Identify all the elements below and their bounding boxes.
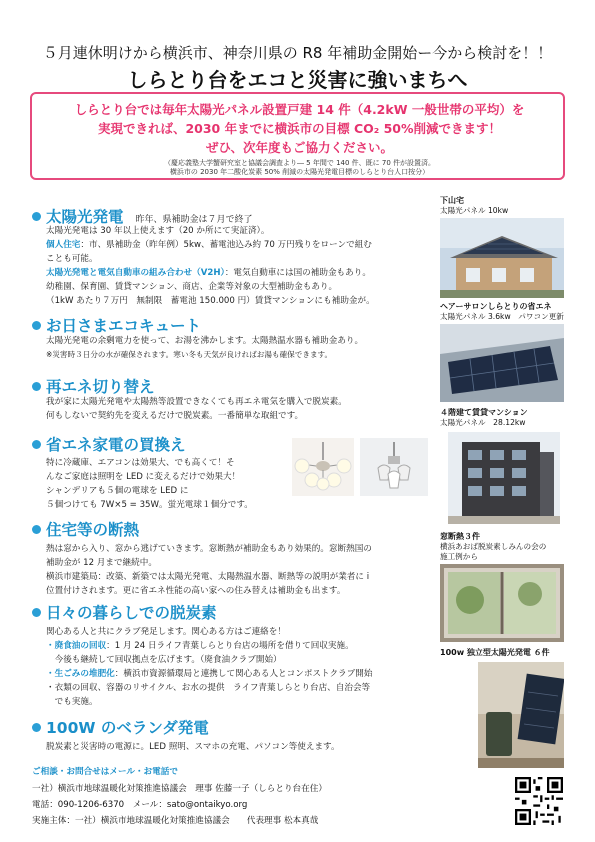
highlight-label: ・廃食油の回収 — [46, 641, 107, 651]
callout-note — [40, 159, 559, 177]
contact-phone-email: 電話：090-1206-6370 メール：sato@ontaikyo.org — [32, 800, 248, 810]
callout-note-1: （慶応義塾大学蟹研究室と協議会調査より― 5 年間で 140 件、既に 70 件が設置済。 — [163, 159, 436, 167]
section-daily-heading — [32, 601, 217, 623]
bullet-icon — [32, 608, 41, 617]
caption-title: ヘアーサロンしらとりの省エネ — [440, 302, 552, 311]
text-fragment: ：市、県補助金（昨年例）5kw、蓄電池込み約 70 万円残りをローンで組む — [80, 240, 372, 250]
caption-sub: 太陽光パネル 10kw — [440, 206, 509, 215]
qr-code-icon — [515, 777, 563, 825]
balcony-solar-photo — [478, 662, 564, 768]
bullet-icon — [32, 440, 41, 449]
section-title: 100W のベランダ発電 — [46, 719, 209, 737]
section-insulation-heading — [32, 518, 139, 540]
bullet-icon — [32, 723, 41, 732]
section-appliance-heading — [32, 433, 186, 455]
highlight-label: 太陽光発電と電気自動車の組み合わせ（V2H） — [46, 268, 225, 278]
caption-title: 下山宅 — [440, 196, 464, 205]
section-ecocute-body — [46, 334, 363, 362]
section-subtitle: 昨年、県補助金は７月で終了 — [135, 215, 253, 225]
callout-line-1: しらとり台では毎年太陽光パネル設置戸建 14 件（4.2kW 一般世帯の平均）を — [74, 102, 525, 117]
text-line: 今後も継続して回収拠点を広げます。（廃食油クラブ開始） — [46, 655, 282, 665]
text-line: 太陽光発電の余剰電力を使って、お湯を沸かします。太陽熱温水器も補助金あり。 — [46, 336, 364, 346]
window-insulation-photo — [440, 564, 564, 642]
text-line: んなご家庭は照明を LED に変えるだけで効果大！ — [46, 472, 241, 482]
section-title: 日々の暮らしでの脱炭素 — [46, 604, 217, 622]
caption-sub: 横浜あおば脱炭素しみんの会の — [440, 542, 547, 551]
bullet-icon — [32, 212, 41, 221]
photo-caption-4 — [440, 532, 546, 562]
text-line — [46, 266, 375, 280]
led-bulbs-illustration — [360, 438, 428, 496]
text-line: ・衣類の回収、容器のリサイクル、お水の提供 ライフ青葉しらとり台店、自治会等 — [46, 683, 371, 693]
text-line: 幼稚園、保育園、賃貸マンション、商店、企業等対象の大型補助金もあり。 — [46, 282, 338, 292]
section-balcony-heading — [32, 716, 209, 738]
section-title: 太陽光発電 — [46, 208, 124, 226]
text-line: 我が家に太陽光発電や太陽熱等設置できなくても再エネ電気を購入で脱炭素。 — [46, 397, 347, 407]
salon-solar-photo — [440, 324, 564, 402]
apartment-photo — [448, 432, 560, 524]
text-line: でも実施。 — [46, 697, 98, 707]
photo-caption-3 — [440, 408, 528, 428]
caption-title: 窓断熱３件 — [440, 532, 480, 541]
text-fragment: ：1 月 24 日ライフ青葉しらとり台店の場所を借りて回収実施。 — [106, 641, 354, 651]
text-line: 位置付けされます。更に省エネ性能の高い家への住み替えは補助金も出ます。 — [46, 586, 346, 596]
photo-caption-1 — [440, 196, 508, 216]
section-title: 省エネ家電の買換え — [46, 436, 186, 454]
contact-organization: 一社）横浜市地球温暖化対策推進協議会 理事 佐藤一子（しらとり台在住） — [32, 784, 327, 794]
callout-box — [30, 92, 565, 180]
text-line: 関心ある人と共にクラブ発足します。関心ある方はご連絡を！ — [46, 627, 286, 637]
section-solar-body — [46, 224, 375, 308]
bullet-icon — [32, 321, 41, 330]
text-line: ５個つけても 7W×5 = 35W。蛍光電球１個分です。 — [46, 500, 253, 510]
section-title: 再エネ切り替え — [46, 378, 155, 396]
page-title: しらとり台をエコと災害に強いまちへ — [127, 68, 468, 92]
section-daily-body — [46, 625, 372, 709]
caption-sub: 太陽光パネル 28.12kw — [440, 418, 526, 427]
text-line: 何もしないで契約先を変えるだけで脱炭素。一番簡単な取組です。 — [46, 411, 304, 421]
text-line: シャンデリアも５個の電球を LED に — [46, 486, 189, 496]
contact-heading: ご相談・お問合せはメール・お電話で — [32, 767, 178, 777]
text-line: （1kW あたり７万円 無制限 蓄電池 150.000 円）賃貸マンションにも補助金が。 — [46, 296, 375, 306]
section-title: 住宅等の断熱 — [46, 521, 140, 539]
caption-sub: 施工例から — [440, 552, 478, 561]
text-line: 太陽光発電は 30 年以上使えます（20 か所にて実証済）。 — [46, 226, 270, 236]
caption-sub: 太陽光パネル 3.6kw パワコン更新 — [440, 312, 564, 321]
bullet-icon — [32, 382, 41, 391]
section-renewable-body — [46, 395, 347, 423]
text-line: 脱炭素と災害時の電源に。LED 照明、スマホの充電、パソコン等使えます。 — [46, 742, 340, 752]
callout-line-3: ぜひ、次年度もご協力ください。 — [205, 140, 393, 155]
text-line — [46, 238, 375, 252]
text-line — [46, 639, 372, 653]
caption-title: ４階建て賃貸マンション — [440, 408, 528, 417]
section-ecocute-heading — [32, 314, 201, 336]
section-appliance-body — [46, 456, 253, 512]
text-fragment: ：横浜市資源循環局と連携して関心ある人とコンポストクラブ開始 — [114, 669, 373, 679]
caption-title: 100w 独立型太陽光発電 ６件 — [440, 648, 550, 657]
bullet-icon — [32, 525, 41, 534]
text-line — [46, 667, 372, 681]
highlight-label: ・生ごみの堆肥化 — [46, 669, 115, 679]
text-line: ことも可能。 — [46, 254, 98, 264]
callout-message — [40, 100, 559, 157]
text-line: ※災害時３日分の水が確保されます。寒い冬も天気が良ければお湯も確保できます。 — [46, 350, 333, 359]
highlight-label: 個人住宅 — [46, 240, 81, 250]
callout-line-2: 実現できれば、2030 年までに横浜市の目標 CO₂ 50%削減できます！ — [97, 121, 502, 136]
chandelier-illustration — [292, 438, 354, 496]
text-line: 特に冷蔵庫、エアコンは効果大、でも高くて！そ — [46, 458, 235, 468]
section-balcony-body — [46, 740, 340, 754]
text-line: 横浜市建築局：改築、新築では太陽光発電、太陽熱温水器、断熱等の説明が業者に i — [46, 572, 370, 582]
callout-note-2: 横浜市の 2030 年二酸化炭素 50% 削減の太陽光発電目標のしらとり台人口按分） — [169, 168, 430, 176]
text-line: 補助金が 12 月まで継続中。 — [46, 558, 157, 568]
subtitle-line: ５月連休明けから横浜市、神奈川県の R8 年補助金開始ー今から検討を！！ — [42, 44, 553, 62]
section-renewable-heading — [32, 375, 155, 397]
photo-caption-5 — [440, 648, 550, 658]
solar-house-photo — [440, 218, 564, 298]
photo-caption-2 — [440, 302, 564, 322]
section-title: お日さまエコキュート — [46, 317, 202, 335]
text-line: 熱は窓から入り、窓から逃げていきます。窓断熱が補助金もあり効果的。窓断熱国の — [46, 544, 372, 554]
section-insulation-body — [46, 542, 372, 598]
text-fragment: ：電気自動車には国の補助金もあり。 — [224, 268, 371, 278]
contact-sponsor: 実施主体：一社）横浜市地球温暖化対策推進協議会 代表理事 松本真哉 — [32, 816, 319, 826]
